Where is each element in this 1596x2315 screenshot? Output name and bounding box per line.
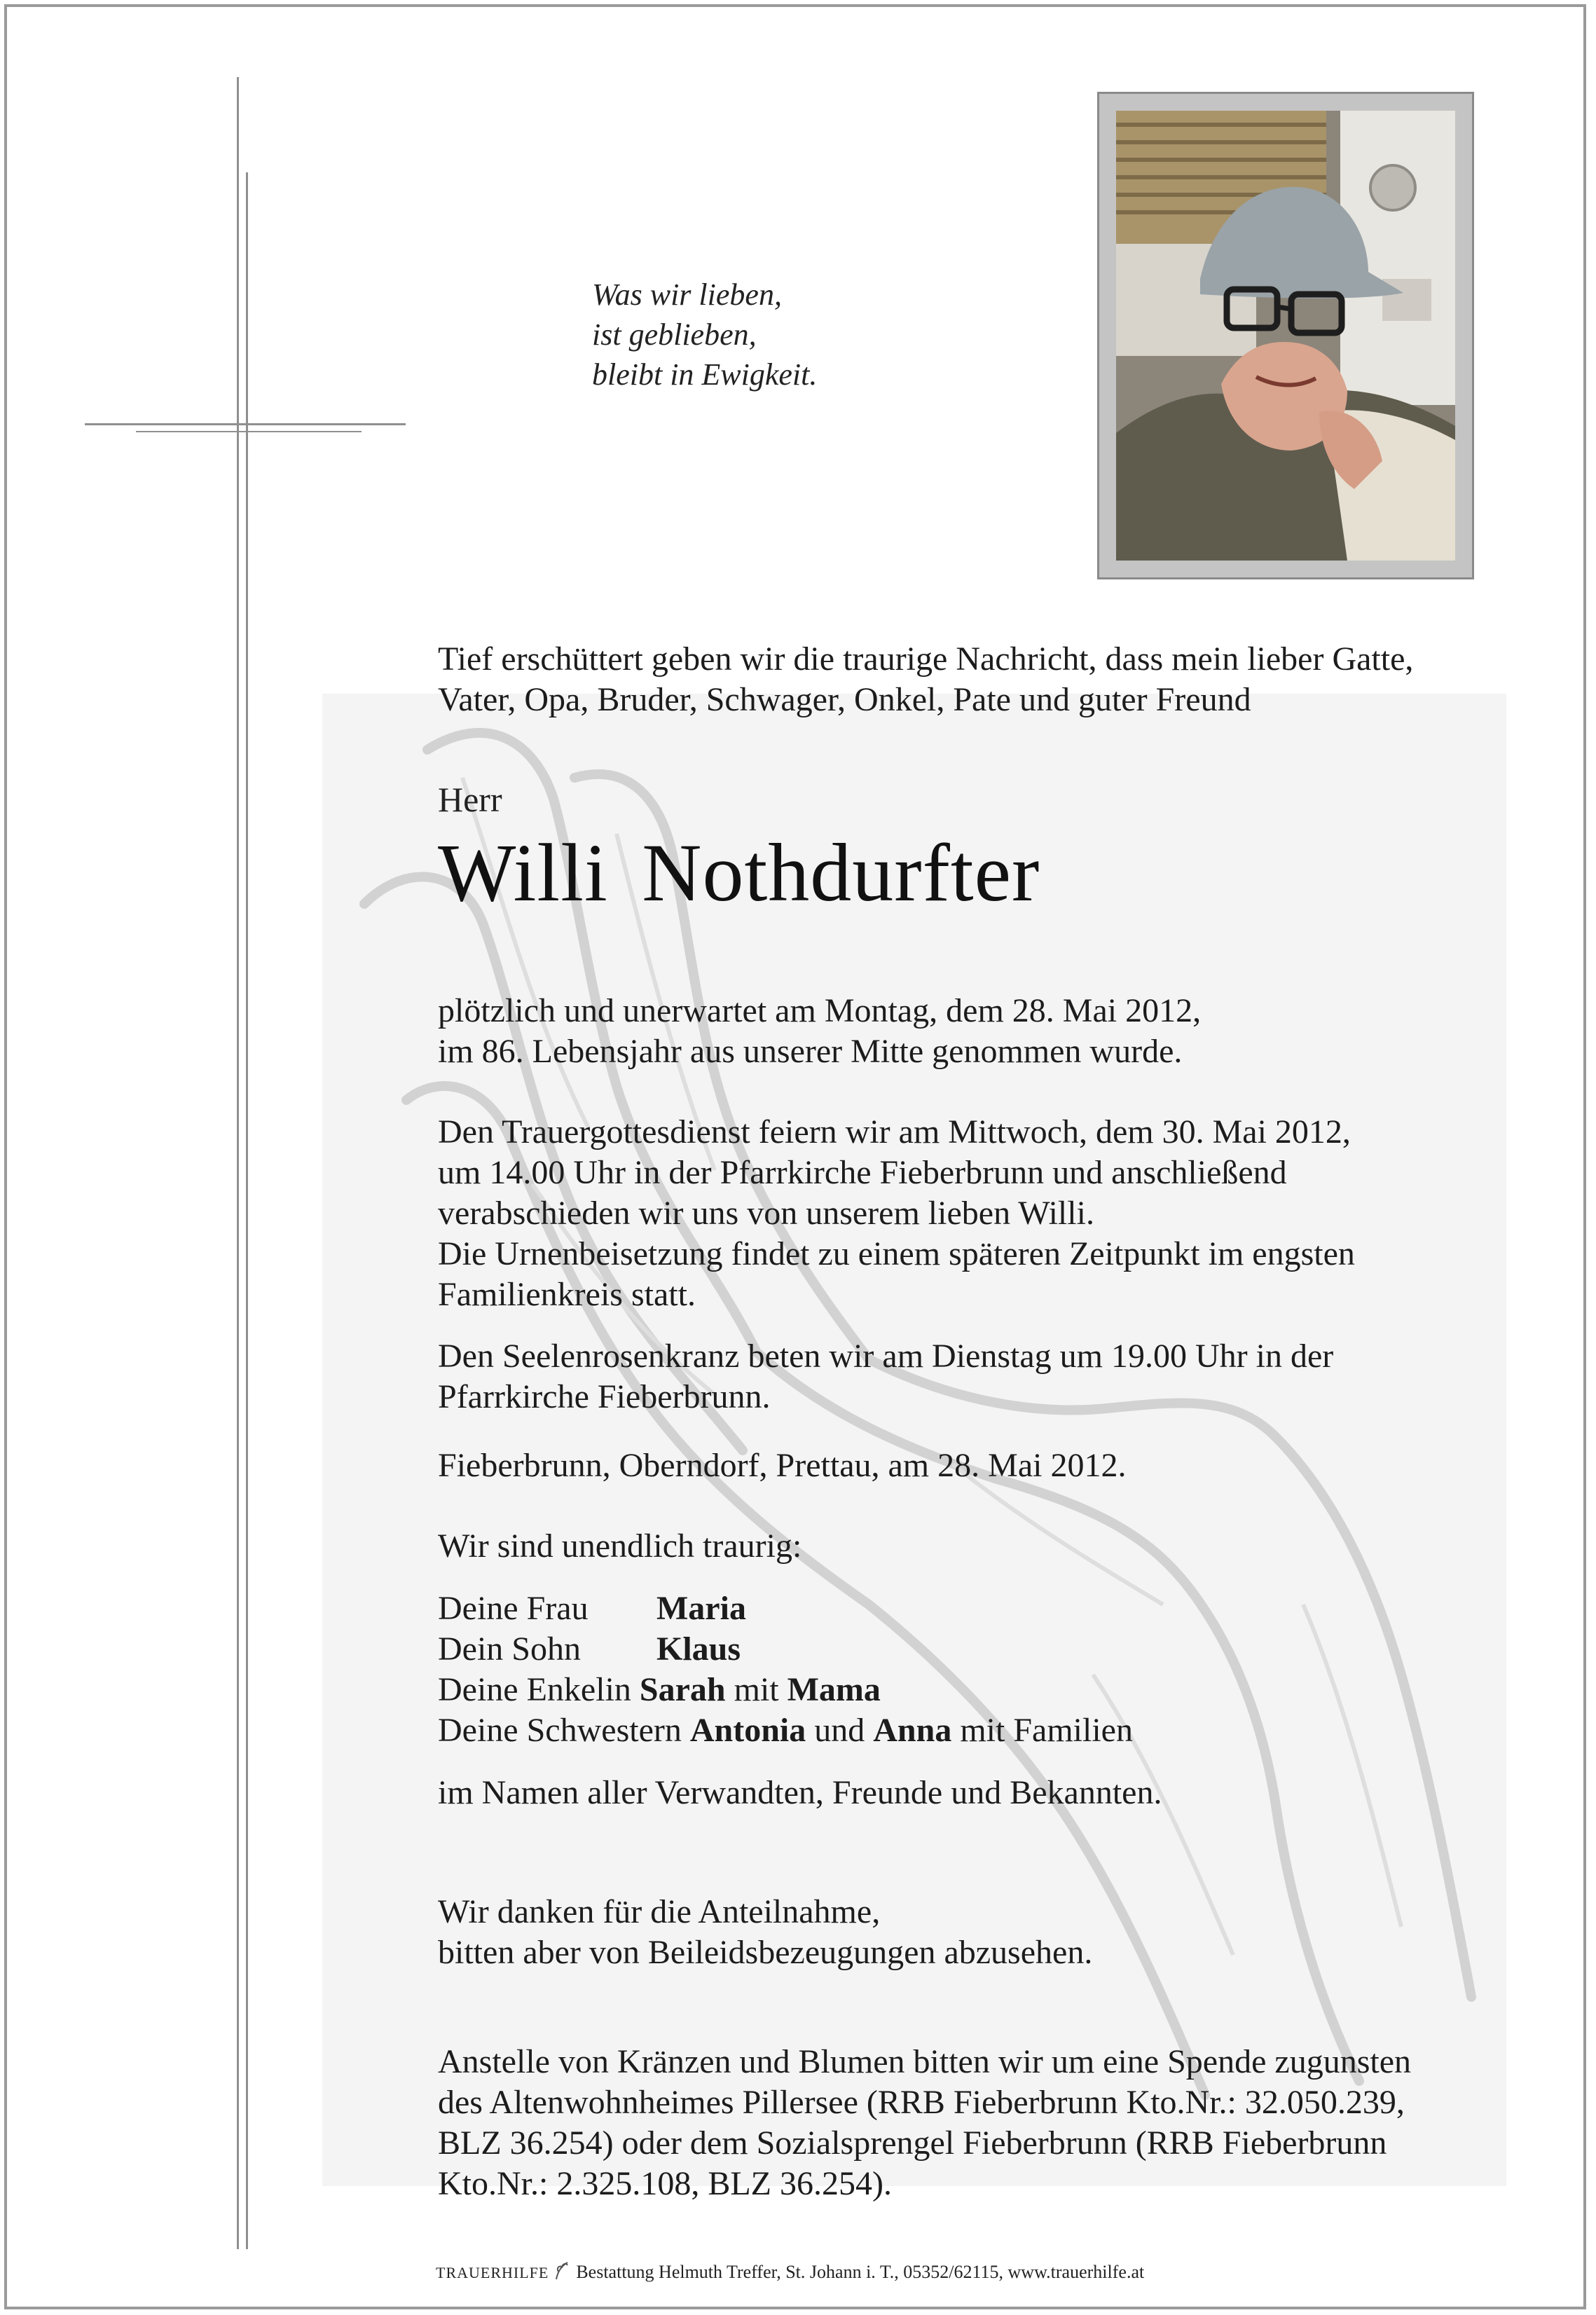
footer [436, 2260, 1144, 2283]
donation-line: Anstelle von Kränzen und Blumen bitten wir um eine Spende zugunsten [438, 2043, 1412, 2080]
thanks-line: bitten aber von Beileidsbezeugungen abzusehen. [438, 1934, 1093, 1971]
service-line: verabschieden wir uns von unserem lieben Willi. [438, 1195, 1094, 1232]
place-date: Fieberbrunn, Oberndorf, Prettau, am 28. Mai 2012. [438, 1447, 1127, 1484]
rosary-line: Pfarrkirche Fieberbrunn. [438, 1378, 771, 1415]
footer-text: Bestattung Helmuth Treffer, St. Johann i. T., 05352/62115, www.trauerhilfe.at [576, 2262, 1145, 2282]
donation-notice [438, 2042, 1411, 2204]
intro-text [438, 639, 1413, 720]
donation-line: Kto.Nr.: 2.325.108, BLZ 36.254). [438, 2165, 892, 2202]
family-row-sisters [438, 1710, 1133, 1751]
quote-line: bleibt in Ewigkeit. [592, 357, 818, 392]
family-label: Dein Sohn [438, 1630, 581, 1668]
family-label: Deine Schwestern [438, 1712, 682, 1749]
family-connector: mit [734, 1671, 779, 1708]
death-line: im 86. Lebensjahr aus unserer Mitte genommen wurde. [438, 1033, 1183, 1070]
family-label: Deine Frau [438, 1590, 589, 1627]
family-member-name: Klaus [656, 1630, 741, 1668]
service-line: Familienkreis statt. [438, 1276, 696, 1313]
cross-vertical-line-2 [246, 172, 248, 2249]
salutation: Herr [438, 780, 502, 819]
cross-horizontal-line-1 [85, 423, 406, 425]
rosary-line: Den Seelenrosenkranz beten wir am Dienstag um 19.00 Uhr in der [438, 1338, 1334, 1375]
footer-brand: TRAUERHILFE [436, 2264, 549, 2281]
portrait-photo [1116, 111, 1455, 561]
service-line: Die Urnenbeisetzung findet zu einem späteren Zeitpunkt im engsten [438, 1235, 1355, 1272]
family-member-name: Antonia [689, 1712, 806, 1749]
family-row-son [438, 1629, 1133, 1670]
thanks-notice [438, 1892, 1092, 1973]
portrait-frame [1097, 92, 1474, 579]
memorial-quote [592, 275, 817, 394]
donation-line: BLZ 36.254) oder dem Sozialsprengel Fieberbrunn (RRB Fieberbrunn [438, 2124, 1387, 2162]
family-member-name: Maria [656, 1590, 746, 1627]
intro-line: Vater, Opa, Bruder, Schwager, Onkel, Pate und guter Freund [438, 681, 1251, 718]
rosary-notice [438, 1336, 1333, 1417]
family-row-granddaughter [438, 1670, 1133, 1710]
family-member-name: Sarah [639, 1671, 726, 1708]
funeral-service [438, 1112, 1355, 1315]
family-member-name: Anna [873, 1712, 952, 1749]
intro-line: Tief erschüttert geben wir die traurige Nachricht, dass mein lieber Gatte, [438, 640, 1414, 678]
portrait-image [1116, 111, 1455, 561]
family-list [438, 1588, 1133, 1751]
cross-horizontal-line-2 [136, 431, 362, 432]
quote-line: Was wir lieben, [592, 277, 782, 312]
thanks-line: Wir danken für die Anteilnahme, [438, 1893, 881, 1930]
relatives-line: im Namen aller Verwandten, Freunde und Bekannten. [438, 1774, 1162, 1811]
service-line: Den Trauergottesdienst feiern wir am Mittwoch, dem 30. Mai 2012, [438, 1113, 1351, 1150]
leaf-icon [553, 2260, 572, 2281]
family-connector: und [814, 1712, 865, 1749]
donation-line: des Altenwohnheimes Pillersee (RRB Fieberbrunn Kto.Nr.: 32.050.239, [438, 2084, 1405, 2121]
family-row-wife [438, 1588, 1133, 1629]
deceased-name: Willi Nothdurfter [438, 827, 1040, 919]
death-line: plötzlich und unerwartet am Montag, dem 28. Mai 2012, [438, 992, 1202, 1029]
death-notice [438, 991, 1201, 1072]
quote-line: ist geblieben, [592, 317, 757, 352]
mourners-intro: Wir sind unendlich traurig: [438, 1527, 802, 1565]
family-member-name: Mama [787, 1671, 881, 1708]
family-connector: mit Familien [960, 1712, 1133, 1749]
cross-vertical-line-1 [237, 77, 239, 2249]
service-line: um 14.00 Uhr in der Pfarrkirche Fieberbrunn und anschließend [438, 1154, 1287, 1191]
family-label: Deine Enkelin [438, 1671, 631, 1708]
